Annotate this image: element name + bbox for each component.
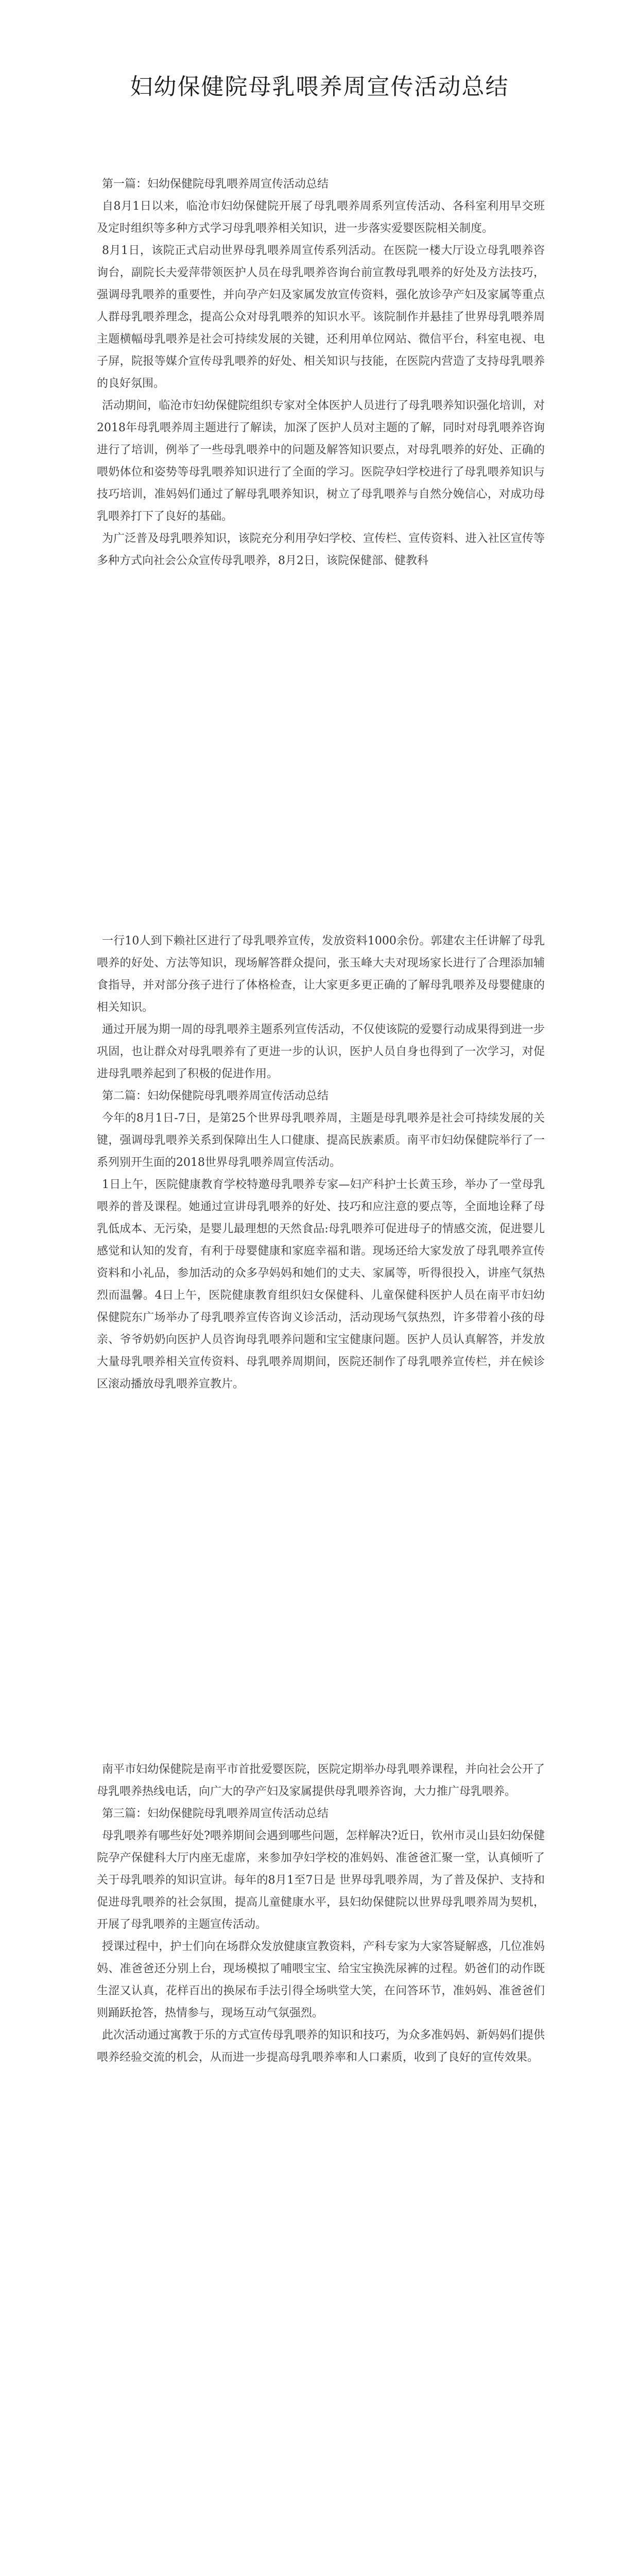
section-heading: 第二篇：妇幼保健院母乳喂养周宣传活动总结 bbox=[102, 1090, 329, 1103]
paragraph: 为广泛普及母乳喂养知识，该院充分利用孕妇学校、宣传栏、宣传资料、进入社区宣传等多种方式向社会公众宣传母乳喂养，8月2日，该院保健部、健教科 bbox=[97, 532, 545, 567]
paragraph: 通过开展为期一周的母乳喂养主题系列宣传活动，不仅使该院的爱婴行动成果得到进一步巩固，也让群众对母乳喂养有了更进一步的认识，医护人员自身也得到了一次学习，对促进母乳喂养起到了积极的促进作用。 bbox=[97, 1023, 545, 1080]
paragraph: 母乳喂养有哪些好处?喂养期间会遇到哪些问题，怎样解决?近日，钦州市灵山县妇幼保健院孕产保健科大厅内座无虚席，来参加孕妇学校的准妈妈、准爸爸汇聚一堂，认真倾听了关于母乳喂养的知识宣讲。每年的8月1至7日是 世界母乳喂养周，为了普及保护、支持和促进母乳喂养的社会氛围，提高儿童健康水平，县妇幼保健院以世界母乳喂养周为契机，开展了母乳喂养的主题宣传活动。 bbox=[97, 1829, 545, 1931]
paragraph: 自8月1日以来，临沧市妇幼保健院开展了母乳喂养周系列宣传活动、各科室利用早交班及定时组织等多种方式学习母乳喂养相关知识，进一步落实爱婴医院相关制度。 bbox=[97, 200, 545, 235]
text-block-3 bbox=[97, 1758, 545, 2069]
section-heading: 第一篇：妇幼保健院母乳喂养周宣传活动总结 bbox=[102, 178, 329, 191]
paragraph: 南平市妇幼保健院是南平市首批爱婴医院，医院定期举办母乳喂养课程，并向社会公开了母乳喂养热线电话，向广大的孕产妇及家属提供母乳喂养咨询，大力推广母乳喂养。 bbox=[97, 1763, 545, 1798]
paragraph: 此次活动通过寓教于乐的方式宣传母乳喂养的知识和技巧，为众多准妈妈、新妈妈们提供喂养经验交流的机会，从而进一步提高母乳喂养率和人口素质，收到了良好的宣传效果。 bbox=[97, 2029, 545, 2064]
paragraph: 一行10人到下赖社区进行了母乳喂养宣传，发放资料1000余份。郭建农主任讲解了母乳喂养的好处、方法等知识，现场解答群众提问，张玉峰大夫对现场家长进行了合理添加辅食指导，并对部分孩子进行了体格检查，让大家更多更正确的了解母乳喂养及母婴健康的相关知识。 bbox=[97, 935, 545, 1014]
section-heading: 第三篇：妇幼保健院母乳喂养周宣传活动总结 bbox=[102, 1807, 329, 1820]
paragraph: 1日上午，医院健康教育学校特邀母乳喂养专家—妇产科护士长黄玉珍，举办了一堂母乳喂养的普及课程。她通过宣讲母乳喂养的好处、技巧和应注意的要点等，全面地诠释了母乳低成本、无污染，是婴儿最理想的天然食品:母乳喂养可促进母子的情感交流，促进婴儿感觉和认知的发育，有利于母婴健康和家庭幸福和谐。现场还给大家发放了母乳喂养宣传资料和小礼品，参加活动的众多孕妈妈和她们的丈夫、家属等，听得很投入，讲座气氛热烈而温馨。4日上午，医院健康教育组织妇女保健科、儿童保健科医护人员在南平市妇幼保健院东广场举办了母乳喂养宣传咨询义诊活动，活动现场气氛热烈，许多带着小孩的母亲、爷爷奶奶向医护人员咨询母乳喂养问题和宝宝健康问题。医护人员认真解答，并发放大量母乳喂养相关宣传资料、母乳喂养周期间，医院还制作了母乳喂养宣传栏，并在候诊区滚动播放母乳喂养宣教片。 bbox=[97, 1178, 545, 1391]
paragraph: 今年的8月1日-7日，是第25个世界母乳喂养周，主题是母乳喂养是社会可持续发展的关键，强调母乳喂养关系到保障出生人口健康、提高民族素质。南平市妇幼保健院举行了一系列别开生面的2018世界母乳喂养周宣传活动。 bbox=[97, 1112, 545, 1169]
text-block-2 bbox=[97, 930, 545, 1395]
paragraph: 授课过程中，护士们向在场群众发放健康宣教资料，产科专家为大家答疑解惑，几位准妈妈、准爸爸还分别上台，现场模拟了哺喂宝宝、给宝宝换洗尿裤的过程。奶爸们的动作既生涩又认真，花样百出的换尿布手法引得全场哄堂大笑，在问答环节，准妈妈、准爸爸们则踊跃抢答，热情参与，现场互动气氛强烈。 bbox=[97, 1940, 545, 2020]
paragraph: 活动期间，临沧市妇幼保健院组织专家对全体医护人员进行了母乳喂养知识强化培训，对2018年母乳喂养周主题进行了解读，加深了医护人员对主题的了解，同时对母乳喂养咨询进行了培训，例举了一些母乳喂养中的问题及解答知识要点，对母乳喂养的好处、正确的喂奶体位和姿势等母乳喂养知识进行了全面的学习。医院孕妇学校进行了母乳喂养知识与技巧培训，准妈妈们通过了解母乳喂养知识，树立了母乳喂养与自然分娩信心，对成功母乳喂养打下了良好的基础。 bbox=[97, 399, 545, 523]
paragraph: 8月1日，该院正式启动世界母乳喂养周宣传系列活动。在医院一楼大厅设立母乳喂养咨询台，副院长夫爱萍带领医护人员在母乳喂养咨询台前宣教母乳喂养的好处及方法技巧，强调母乳喂养的重要性，并向孕产妇及家属发放宣传资料，强化放诊孕产妇及家属等重点人群母乳喂养理念，提高公众对母乳喂养的知识水平。该院制作并悬挂了世界母乳喂养周主题横幅母乳喂养是社会可持续发展的关键，还利用单位网站、微信平台，科室电视、电子屏，院报等媒介宣传母乳喂养的好处、相关知识与技能，在医院内营造了支持母乳喂养的良好氛围。 bbox=[97, 244, 545, 390]
document-title: 妇幼保健院母乳喂养周宣传活动总结 bbox=[130, 74, 509, 100]
text-block-1 bbox=[97, 173, 545, 572]
